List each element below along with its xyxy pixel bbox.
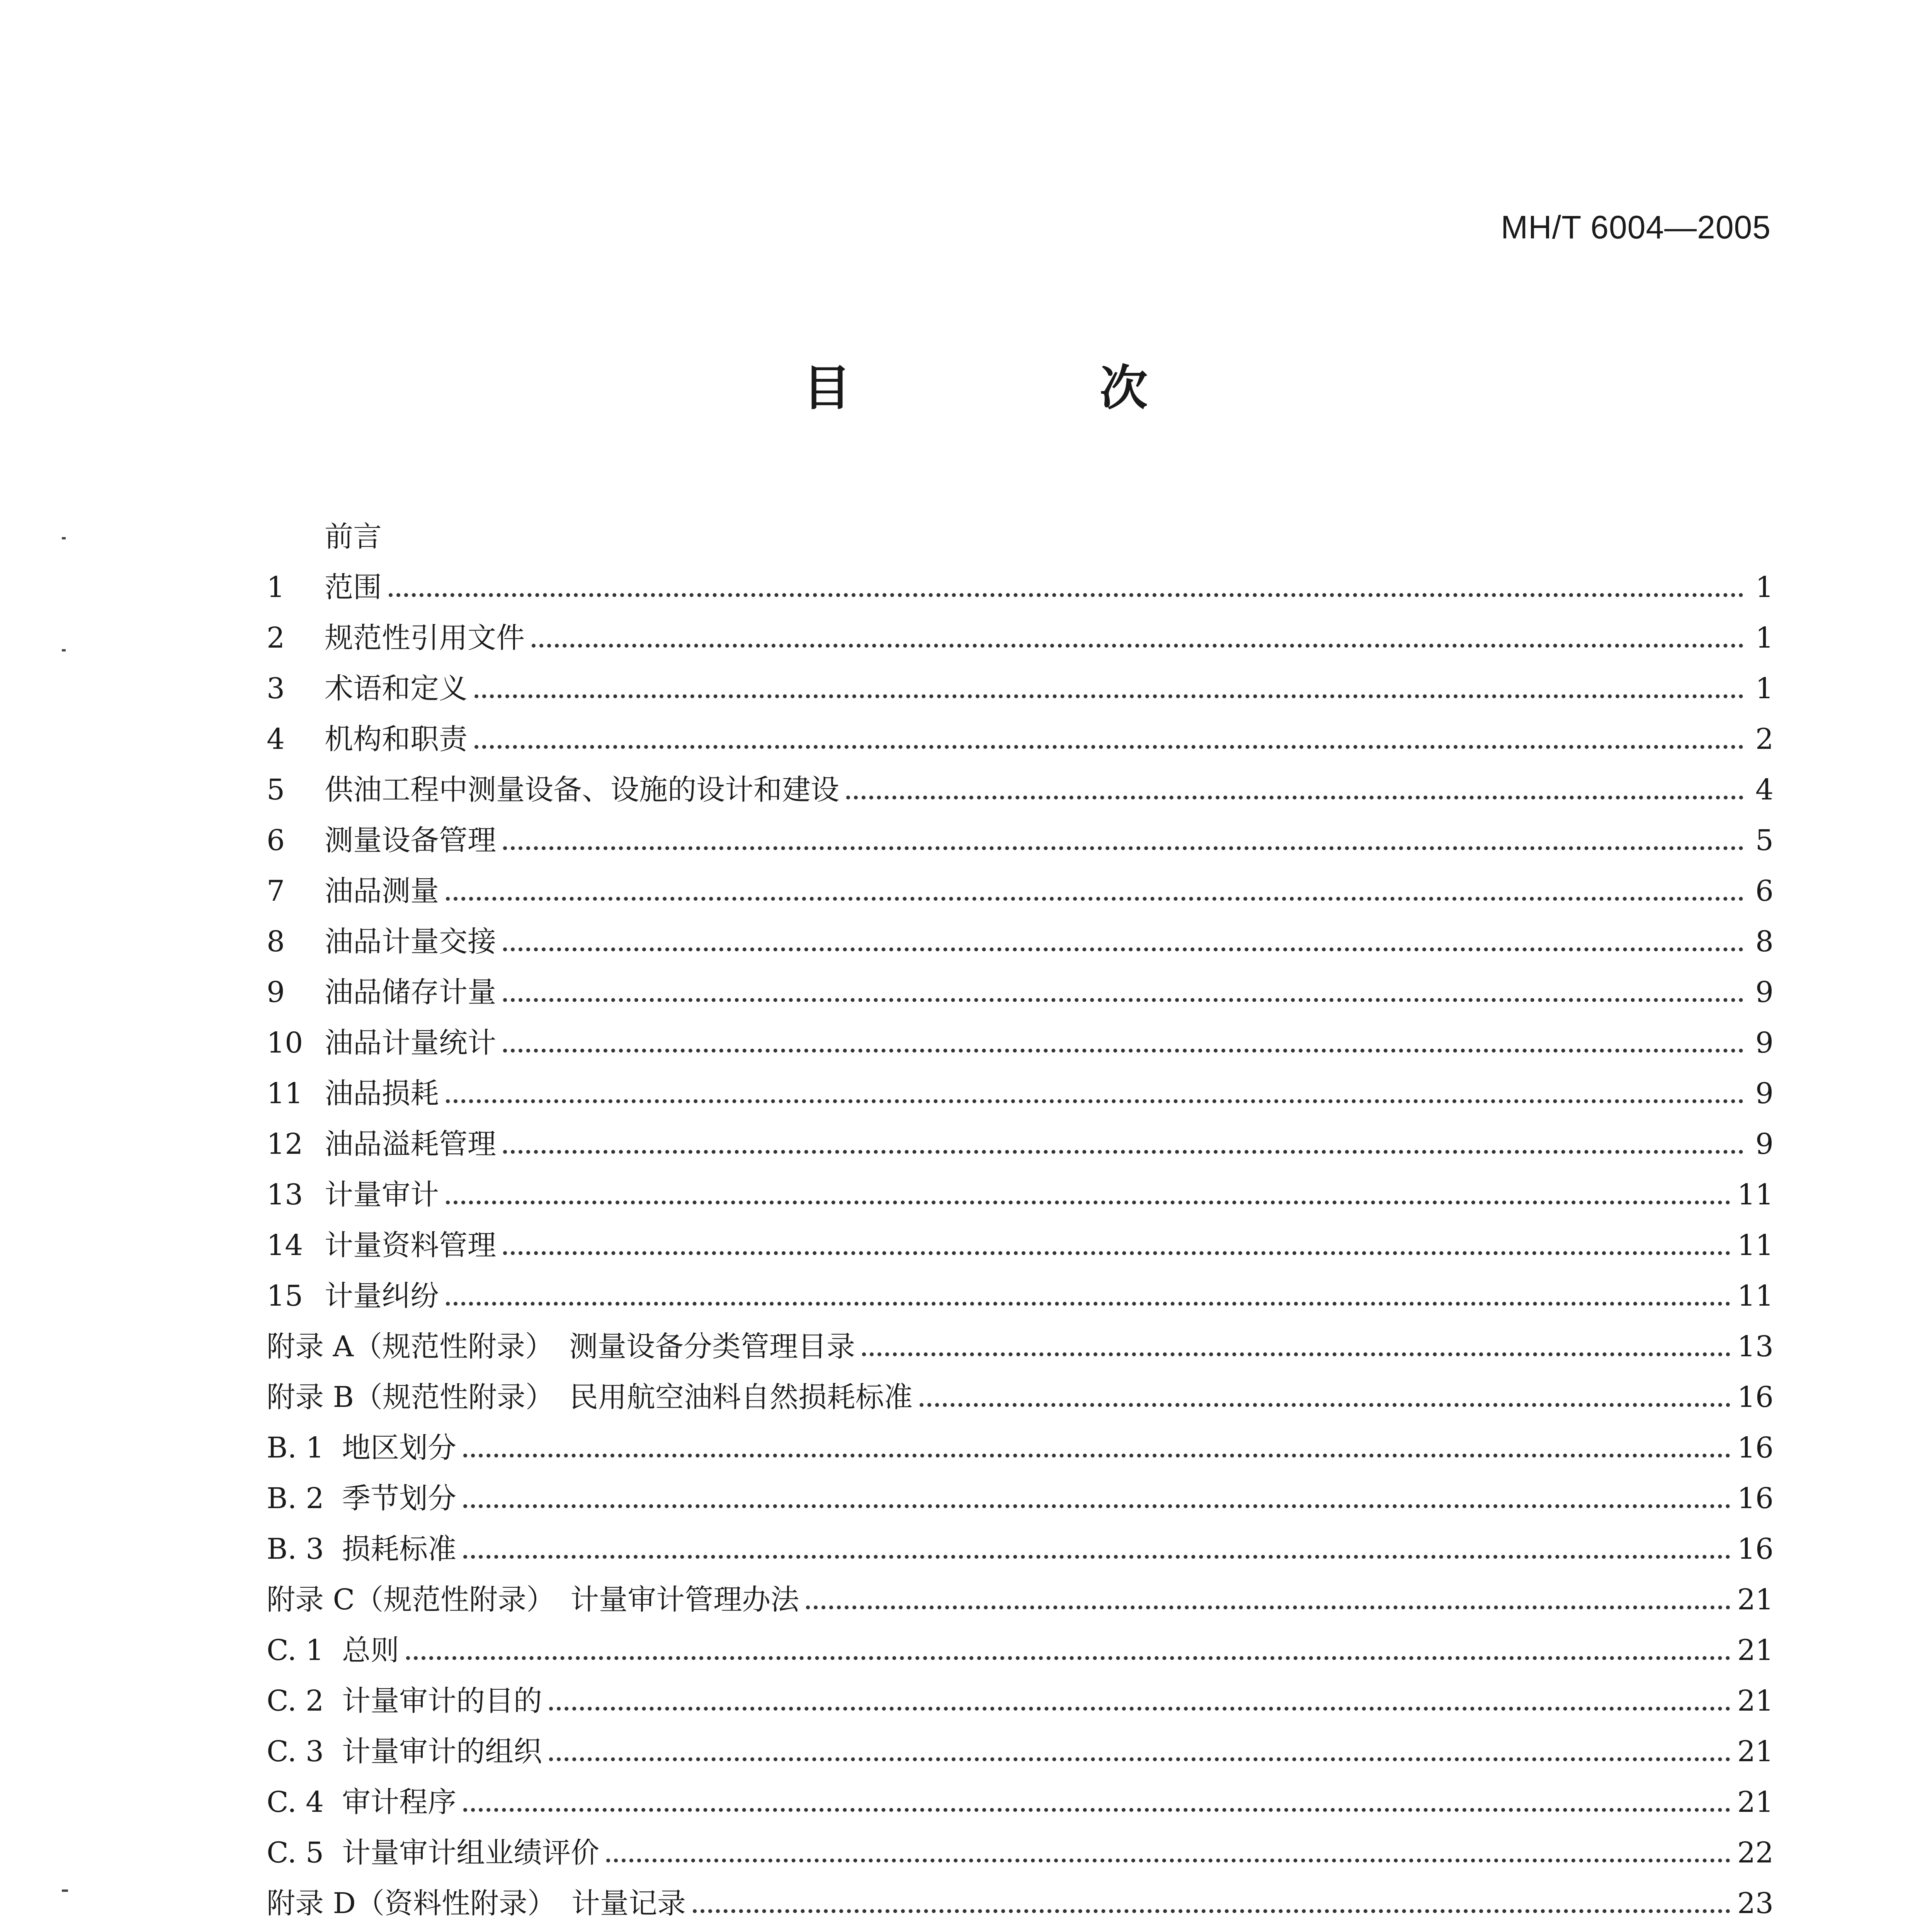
toc-entry[interactable] [267, 1071, 1774, 1121]
toc-entry-number: C. 5 [267, 1836, 324, 1869]
toc-entry-number: 14 [267, 1229, 303, 1262]
toc-entry-number: 2 [267, 621, 285, 655]
toc-entry[interactable] [267, 1729, 1774, 1779]
toc-entry-page: 9 [1755, 1026, 1774, 1060]
toc-leader-dots [503, 998, 1743, 1002]
toc-entry[interactable] [267, 1628, 1774, 1678]
toc-entry-title: 测量设备管理 [325, 824, 496, 857]
toc-entry-number: 11 [267, 1077, 303, 1110]
toc-entry-title: 术语和定义 [325, 672, 468, 705]
toc-entry-title: 季节划分 [342, 1482, 456, 1515]
toc-leader-dots [389, 593, 1743, 597]
toc-entry[interactable] [267, 1172, 1774, 1223]
toc-leader-dots [503, 947, 1743, 951]
toc-leader-dots [446, 1302, 1730, 1306]
toc-entry-page: 21 [1737, 1583, 1774, 1616]
toc-entry-page: 11 [1737, 1229, 1774, 1262]
toc-entry-title: 民用航空油料自然损耗标准 [569, 1381, 913, 1414]
toc-entry-number: C. 4 [267, 1786, 324, 1819]
toc-entry[interactable] [267, 818, 1774, 868]
toc-entry-page: 11 [1737, 1178, 1774, 1211]
toc-leader-dots [474, 745, 1743, 749]
toc-entry[interactable] [267, 615, 1774, 666]
toc-leader-dots [463, 1454, 1730, 1458]
toc-entry-number: 附录 A（规范性附录） [267, 1330, 554, 1363]
toc-entry-title: 损耗标准 [342, 1532, 456, 1566]
toc-entry-number: 3 [267, 672, 285, 705]
toc-entry-title: 计量审计 [325, 1178, 439, 1211]
toc-entry[interactable] [267, 1881, 1774, 1931]
toc-leader-dots [503, 1251, 1730, 1255]
toc-entry-page: 1 [1755, 621, 1774, 655]
toc-entry[interactable] [267, 716, 1774, 767]
toc-entry[interactable] [267, 1121, 1774, 1172]
toc-entry[interactable] [267, 969, 1774, 1020]
toc-leader-dots [693, 1909, 1730, 1913]
toc-entry-title: 计量审计组业绩评价 [342, 1836, 599, 1869]
toc-entry-title: 前言 [325, 520, 382, 553]
toc-entry-number: 12 [267, 1128, 303, 1161]
toc-leader-dots [446, 897, 1743, 901]
toc-entry-number: 附录 B（规范性附录） [267, 1381, 554, 1414]
toc-entry[interactable] [267, 1273, 1774, 1324]
toc-entry-number: 附录 C（规范性附录） [267, 1583, 555, 1616]
toc-entry-number: 15 [267, 1279, 303, 1313]
toc-entry-page: 21 [1737, 1786, 1774, 1819]
toc-entry-title: 油品计量交接 [325, 925, 496, 958]
toc-leader-dots [463, 1504, 1730, 1508]
toc-leader-dots [406, 1656, 1730, 1660]
toc-entry-page: 9 [1755, 1077, 1774, 1110]
toc-entry[interactable] [267, 1678, 1774, 1729]
toc-entry-page: 1 [1755, 672, 1774, 705]
toc-entry[interactable] [267, 1779, 1774, 1830]
toc-entry-number: 附录 D（资料性附录） [267, 1887, 556, 1920]
toc-entry-title: 计量资料管理 [325, 1229, 496, 1262]
toc-entry[interactable] [267, 868, 1774, 919]
toc-entry-title: 规范性引用文件 [325, 621, 525, 655]
toc-entry[interactable] [267, 767, 1774, 818]
toc-entry[interactable] [267, 1425, 1774, 1476]
toc-entry-title: 审计程序 [342, 1786, 456, 1819]
toc-entry-title: 油品储存计量 [325, 976, 496, 1009]
toc-entry-title: 计量记录 [571, 1887, 686, 1920]
toc-entry-title: 地区划分 [342, 1431, 456, 1464]
toc-leader-dots [474, 694, 1743, 698]
toc-entry-number: B. 3 [267, 1532, 324, 1566]
toc-leader-dots [446, 1201, 1730, 1204]
toc-entry-page: 5 [1755, 824, 1774, 857]
toc-entry-page: 21 [1737, 1684, 1774, 1718]
toc-entry-title: 油品计量统计 [325, 1026, 496, 1060]
toc-entry-page: 13 [1737, 1330, 1774, 1363]
toc-entry[interactable] [267, 565, 1774, 615]
toc-leader-dots [446, 1099, 1743, 1103]
page-title: 目 次 [803, 361, 1248, 416]
toc-entry[interactable] [267, 1223, 1774, 1273]
toc-leader-dots [862, 1352, 1730, 1356]
toc-entry-title: 供油工程中测量设备、设施的设计和建设 [325, 773, 839, 806]
toc-entry-title: 油品损耗 [325, 1077, 439, 1110]
toc-entry[interactable] [267, 1476, 1774, 1526]
toc-entry-title: 范围 [325, 571, 382, 604]
toc-leader-dots [503, 1150, 1743, 1154]
toc-leader-dots [549, 1707, 1730, 1711]
toc-entry[interactable] [267, 666, 1774, 716]
toc-entry-title: 计量审计管理办法 [570, 1583, 799, 1616]
toc-entry-number: C. 1 [267, 1634, 324, 1667]
toc-entry[interactable] [267, 514, 1774, 565]
toc-entry-page: 9 [1755, 976, 1774, 1009]
toc-entry-title: 机构和职责 [325, 723, 468, 756]
toc-entry-page: 16 [1737, 1532, 1774, 1566]
toc-entry[interactable] [267, 1374, 1774, 1425]
toc-entry-number: 1 [267, 571, 285, 604]
toc-entry-number: C. 2 [267, 1684, 324, 1718]
toc-leader-dots [503, 1049, 1743, 1053]
toc-leader-dots [846, 796, 1743, 799]
toc-leader-dots [532, 644, 1743, 648]
toc-entry-number: B. 1 [267, 1431, 324, 1464]
table-of-contents [267, 514, 1774, 1931]
toc-entry-number: 4 [267, 723, 285, 756]
scan-speck [62, 537, 66, 539]
toc-entry-title: 油品溢耗管理 [325, 1128, 496, 1161]
toc-entry-number: B. 2 [267, 1482, 324, 1515]
toc-entry-title: 计量审计的目的 [342, 1684, 542, 1718]
toc-entry-page: 11 [1737, 1279, 1774, 1313]
toc-entry-number: 13 [267, 1178, 303, 1211]
toc-entry-title: 测量设备分类管理目录 [569, 1330, 855, 1363]
toc-entry[interactable] [267, 1577, 1774, 1628]
toc-entry-number: C. 3 [267, 1735, 324, 1768]
toc-leader-dots [463, 1808, 1730, 1812]
toc-entry[interactable] [267, 1020, 1774, 1071]
toc-entry-page: 21 [1737, 1735, 1774, 1768]
toc-entry-number: 6 [267, 824, 285, 857]
scan-speck [62, 1889, 68, 1892]
toc-entry-page: 16 [1737, 1482, 1774, 1515]
standard-code: MH/T 6004—2005 [1501, 209, 1771, 245]
toc-entry-page: 8 [1755, 925, 1774, 958]
toc-entry-title: 总则 [342, 1634, 399, 1667]
toc-entry-title: 计量纠纷 [325, 1279, 439, 1313]
toc-entry-page: 2 [1755, 723, 1774, 756]
scan-speck [62, 649, 66, 651]
toc-entry-page: 16 [1737, 1381, 1774, 1414]
toc-entry-page: 21 [1737, 1634, 1774, 1667]
toc-entry-number: 8 [267, 925, 285, 958]
toc-entry-page: 23 [1737, 1887, 1774, 1920]
toc-entry-number: 7 [267, 874, 285, 908]
toc-entry[interactable] [267, 1830, 1774, 1881]
toc-leader-dots [606, 1859, 1730, 1862]
toc-entry-page: 6 [1755, 874, 1774, 908]
toc-entry-title: 计量审计的组织 [342, 1735, 542, 1768]
toc-leader-dots [549, 1757, 1730, 1761]
toc-entry-number: 10 [267, 1026, 303, 1060]
toc-leader-dots [463, 1555, 1730, 1559]
toc-entry-page: 16 [1737, 1431, 1774, 1464]
toc-entry-page: 4 [1755, 773, 1774, 806]
toc-leader-dots [920, 1403, 1730, 1407]
toc-entry-title: 油品测量 [325, 874, 439, 908]
toc-leader-dots [806, 1605, 1730, 1609]
toc-entry-number: 9 [267, 976, 285, 1009]
toc-entry[interactable] [267, 1526, 1774, 1577]
toc-entry[interactable] [267, 919, 1774, 969]
toc-entry[interactable] [267, 1324, 1774, 1374]
toc-entry-number: 5 [267, 773, 285, 806]
toc-entry-page: 1 [1755, 571, 1774, 604]
toc-entry-page: 9 [1755, 1128, 1774, 1161]
toc-entry-page: 22 [1737, 1836, 1774, 1869]
toc-leader-dots [503, 846, 1743, 850]
